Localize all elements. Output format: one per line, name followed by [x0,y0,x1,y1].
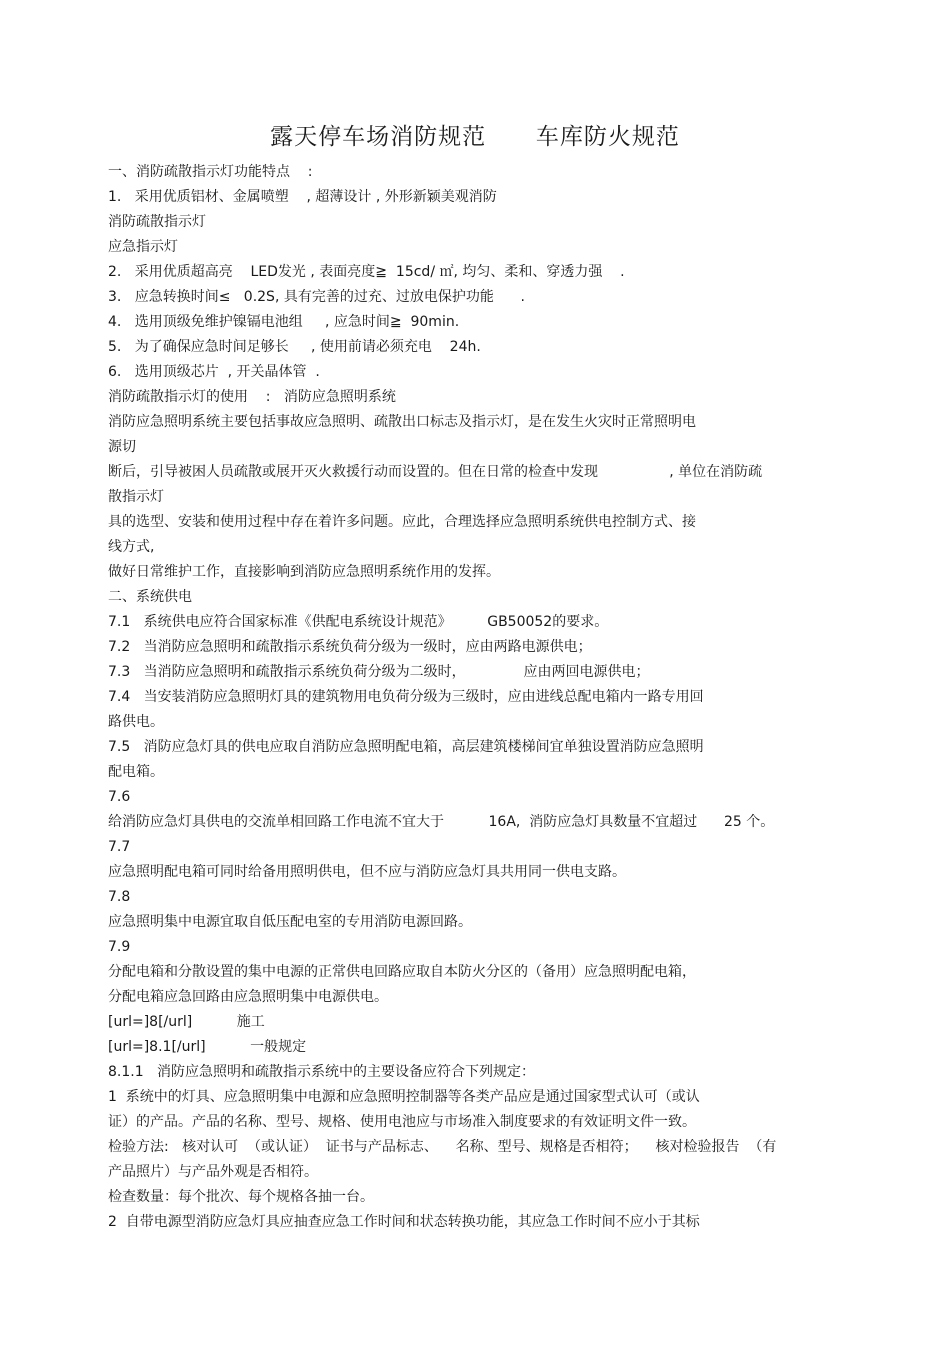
text-line: 产品照片）与产品外观是否相符。 [108,1164,318,1180]
text-line: 3. 应急转换时间≤ 0.2S, 具有完善的过充、过放电保护功能 . [108,289,525,305]
text-line: 8.1.1 消防应急照明和疏散指示系统中的主要设备应符合下列规定： [108,1064,535,1080]
text-line: 分配电箱应急回路由应急照明集中电源供电。 [108,989,388,1005]
text-line: 2 自带电源型消防应急灯具应抽查应急工作时间和状态转换功能，其应急工作时间不应小于其标 [108,1214,700,1230]
text-line: 7.7 [108,839,131,855]
text-line: 消防疏散指示灯的使用 : 消防应急照明系统 [108,389,396,405]
text-line: 做好日常维护工作，直接影响到消防应急照明系统作用的发挥。 [108,564,500,580]
text-line: 配电箱。 [108,764,164,780]
text-line: 5. 为了确保应急时间足够长 , 使用前请必须充电 24h. [108,339,481,355]
text-line: 一、消防疏散指示灯功能特点 : [108,164,313,180]
text-line: 7.1 系统供电应符合国家标准《供配电系统设计规范》 GB50052的要求。 [108,614,609,630]
text-line: 具的选型、安装和使用过程中存在着许多问题。应此，合理选择应急照明系统供电控制方式、接 [108,514,696,530]
text-line: 消防疏散指示灯 [108,214,206,230]
text-line: 应急照明配电箱可同时给备用照明供电，但不应与消防应急灯具共用同一供电支路。 [108,864,626,880]
text-line: 7.5 消防应急灯具的供电应取自消防应急照明配电箱，高层建筑楼梯间宜单独设置消防应急照明 [108,739,704,755]
text-line: 分配电箱和分散设置的集中电源的正常供电回路应取自本防火分区的（备用）应急照明配电箱， [108,964,696,980]
text-line: [url=]8.1[/url] 一般规定 [108,1039,307,1055]
text-line: 路供电。 [108,714,164,730]
document-title: 露天停车场消防规范 车库防火规范 [270,124,680,150]
text-line: 消防应急照明系统主要包括事故应急照明、疏散出口标志及指示灯，是在发生火灾时正常照明电 [108,414,696,430]
text-line: 7.6 [108,789,131,805]
text-line: 7.9 [108,939,131,955]
text-line: 线方式, [108,539,155,555]
text-line: 7.3 当消防应急照明和疏散指示系统负荷分级为二级时， 应由两回电源供电； [108,664,650,680]
text-line: 7.2 当消防应急照明和疏散指示系统负荷分级为一级时，应由两路电源供电； [108,639,592,655]
text-line: 2. 采用优质超高亮 LED发光 , 表面亮度≧ 15cd/ ㎡, 均匀、柔和、穿透力强 . [108,264,625,280]
text-line: 检验方法: 核对认可 （或认证） 证书与产品标志、 名称、型号、规格是否相符； 核对检验报告 （有 [108,1139,777,1155]
text-line: 6. 选用顶级芯片 , 开关晶体管 . [108,364,320,380]
text-line: 检查数量：每个批次、每个规格各抽一台。 [108,1189,374,1205]
text-line: 7.4 当安装消防应急照明灯具的建筑物用电负荷分级为三级时，应由进线总配电箱内一路专用回 [108,689,704,705]
text-line: 7.8 [108,889,131,905]
text-line: [url=]8[/url] 施工 [108,1014,265,1030]
text-line: 源切 [108,439,136,455]
text-line: 证）的产品。产品的名称、型号、规格、使用电池应与市场准入制度要求的有效证明文件一致。 [108,1114,696,1130]
text-line: 1 系统中的灯具、应急照明集中电源和应急照明控制器等各类产品应是通过国家型式认可（或认 [108,1089,700,1105]
text-line: 应急照明集中电源宜取自低压配电室的专用消防电源回路。 [108,914,472,930]
section-heading: 二、系统供电 [108,589,192,605]
text-line: 给消防应急灯具供电的交流单相回路工作电流不宜大于 16A, 消防应急灯具数量不宜超过 25 个。 [108,814,775,830]
text-line: 断后，引导被困人员疏散或展开灭火救援行动而设置的。但在日常的检查中发现 , 单位在消防疏 [108,464,763,480]
text-line: 4. 选用顶级免维护镍镉电池组 , 应急时间≧ 90min. [108,314,460,330]
text-line: 应急指示灯 [108,239,178,255]
text-line: 散指示灯 [108,489,164,505]
text-line: 1. 采用优质铝材、金属喷塑 , 超薄设计 , 外形新颖美观消防 [108,189,497,205]
